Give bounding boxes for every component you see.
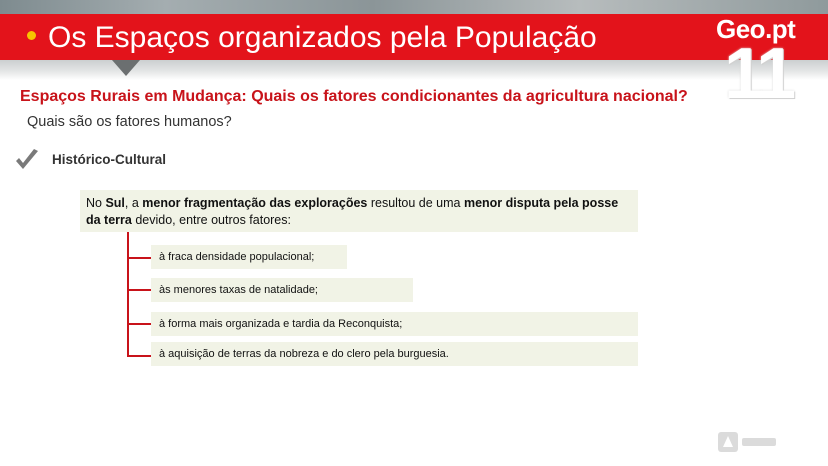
slide-subtitle: Espaços Rurais em Mudança: Quais os fatores condicionantes da agricultura nacional?: [20, 88, 688, 105]
tree-connector-branch: [127, 355, 151, 357]
intro-bold: Sul: [105, 196, 125, 210]
section-label: Histórico-Cultural: [52, 152, 167, 167]
intro-text: devido, entre outros fatores:: [131, 213, 291, 227]
intro-bold: menor fragmentação das explorações: [142, 196, 368, 210]
bullet-icon: [27, 31, 36, 40]
factor-item: às menores taxas de natalidade;: [151, 278, 413, 302]
tree-connector-branch: [127, 323, 151, 325]
tree-connector-branch: [127, 289, 151, 291]
page-title: Os Espaços organizados pela População: [48, 21, 597, 54]
tree-connector-branch: [127, 257, 151, 259]
intro-bold: menor disputa pela posse da terra: [86, 196, 619, 227]
checkmark-icon: [14, 148, 40, 172]
tree-connector-vertical: [127, 232, 129, 356]
header-photo-strip: [0, 0, 828, 14]
intro-text-box: [80, 190, 638, 232]
intro-text: No: [86, 196, 106, 210]
question-text: Quais são os fatores humanos?: [27, 114, 232, 130]
factor-item: à forma mais organizada e tardia da Reconquista;: [151, 312, 638, 336]
banner-notch: [112, 60, 140, 76]
brand-logo-number: 11: [724, 34, 793, 114]
factor-item: à aquisição de terras da nobreza e do clero pela burguesia.: [151, 342, 638, 366]
brand-logo-text: Geo.pt: [716, 14, 796, 44]
intro-text: resultou de uma: [367, 196, 464, 210]
intro-text: , a: [124, 196, 143, 210]
areal-logo-icon: [718, 430, 780, 454]
factor-item: à fraca densidade populacional;: [151, 245, 347, 269]
